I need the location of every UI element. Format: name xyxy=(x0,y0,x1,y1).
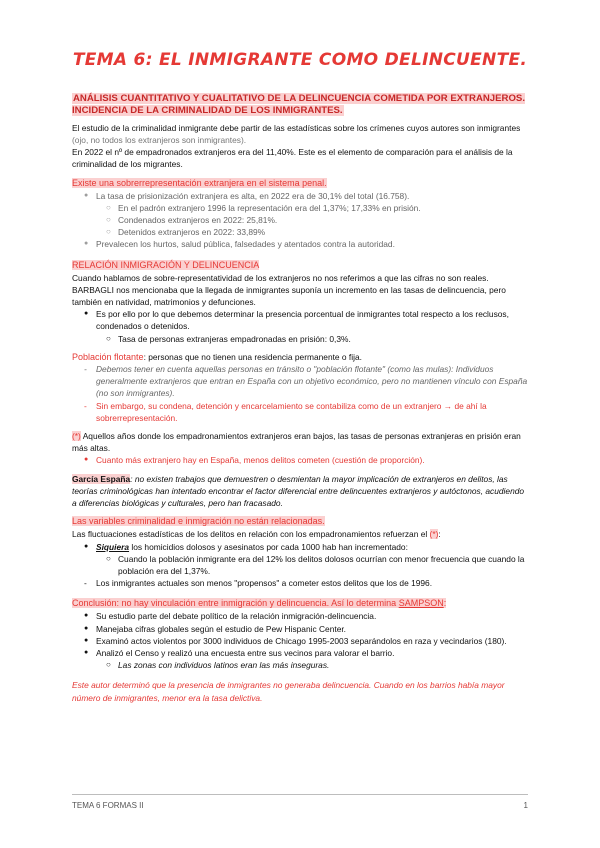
list-item: - Debemos tener en cuenta aquellas personas en tránsito o "población flotante" (como las mulas): Individuos generalmente extranjeros que entran en España con un objetivo económico, pero no mantienen vínculo con España (no son inmigrantes). xyxy=(72,363,528,400)
page-number: 1 xyxy=(523,801,528,810)
proporcion-list xyxy=(72,454,528,466)
list-item: ● Prevalecen los hurtos, salud pública, falsedades y atentados contra la autoridad. xyxy=(72,238,528,250)
empadronamientos-paragraph: (*) Aquellos años donde los empadronamientos extranjeros eran bajos, las tasas de personas extranjeras en prisión eran más altas. xyxy=(72,431,521,454)
list-item: ○ Detenidos extranjeros en 2022: 33,89% xyxy=(72,226,528,238)
subheading-sobrerrepresentacion: Existe una sobrerrepresentación extranjera en el sistema penal. xyxy=(72,177,327,188)
list-item: ● Analizó el Censo y realizó una encuesta entre sus vecinos para valorar el barrio. xyxy=(72,647,528,659)
list-item: ● Su estudio parte del debate político de la relación inmigración-delincuencia. xyxy=(72,610,528,622)
intro-paragraph: El estudio de la criminalidad inmigrante debe partir de las estadísticas sobre los crímenes cuyos autores son inmigrantes (ojo, no todos los extranjeros son inmigrantes). xyxy=(72,122,521,146)
list-item: ○ Condenados extranjeros en 2022: 25,81%. xyxy=(72,214,528,226)
footer-label: TEMA 6 FORMAS II xyxy=(72,801,144,810)
final-paragraph: Este autor determinó que la presencia de inmigrantes no generaba delincuencia. Cuando en los barrios había mayor número de inmigrantes, menor era la tasa delictiva. xyxy=(72,680,505,703)
list-item: - Los inmigrantes actuales son menos "propensos" a cometer estos delitos que los de 1996. xyxy=(72,577,528,589)
garcia-espana-label: García España xyxy=(72,473,131,484)
garcia-espana-paragraph: García España: no existen trabajos que demuestren o desmientan la mayor implicación de extranjeros en delitos, las teorías criminológicas han intentado encontrar el factor diferencial entre delincuentes extranjeros y autóctonos, acudiendo a diferencias biológicas y culturales, pero han fracasado. xyxy=(72,473,525,509)
intro-note: (ojo, no todos los extranjeros son inmigrantes). xyxy=(72,135,247,146)
porcentual-list xyxy=(72,308,528,345)
list-item: ● Manejaba cifras globales según el estudio de Pew Hispanic Center. xyxy=(72,623,528,635)
sampson-list xyxy=(72,610,528,671)
footer-divider xyxy=(72,794,528,795)
document-body xyxy=(72,93,528,704)
barbagli-paragraph: Cuando hablamos de sobre-representatividad de los extranjeros no nos referimos a que las cifras no son reales. BARBAGLI nos mencionaba que la llegada de inmigrantes suponía un incremento en las tasas de delincuencia, pero también en natividad, matrimonios y defunciones. xyxy=(72,272,506,308)
section-heading-relacion: RELACIÓN INMIGRACIÓN Y DELINCUENCIA xyxy=(72,259,260,270)
poblacion-flotante-definition: Población flotante: personas que no tienen una residencia permanente o fija. xyxy=(72,351,362,362)
list-item: ○ Tasa de personas extranjeras empadronadas en prisión: 0,3%. xyxy=(72,333,528,345)
document-title: TEMA 6: EL INMIGRANTE COMO DELINCUENTE. xyxy=(72,50,528,70)
section-heading-analisis: ANÁLISIS CUANTITATIVO Y CUALITATIVO DE LA DELINCUENCIA COMETIDA POR EXTRANJEROS. INCIDENCIA DE LA CRIMINALIDAD DE LOS INMIGRANTES. xyxy=(72,93,525,117)
list-item: - Sin embargo, su condena, detención y encarcelamiento se contabiliza como de un extranjero → de ahí la sobrerrepresentación. xyxy=(72,400,528,424)
conclusion-heading: Conclusión: no hay vinculación entre inmigración y delincuencia. Así lo determina SAMPSON: xyxy=(72,598,447,609)
padron-paragraph: En 2022 el nº de empadronados extranjeros era del 11,40%. Este es el elemento de comparación para el análisis de la criminalidad de los migrantes. xyxy=(72,147,513,170)
list-item: ● Siquiera los homicidios dolosos y asesinatos por cada 1000 hab han incrementado: xyxy=(72,541,528,553)
poblacion-flotante-list xyxy=(72,363,528,424)
fluctuaciones-paragraph: Las fluctuaciones estadísticas de los delitos en relación con los empadronamientos refuerzan el (*): xyxy=(72,529,441,540)
list-item: ○ Cuando la población inmigrante era del 12% los delitos dolosos ocurrían con menor frecuencia que cuando la población era del 1,37%. xyxy=(72,553,528,577)
list-item: ○ Las zonas con individuos latinos eran las más inseguras. xyxy=(72,659,528,671)
poblacion-flotante-label: Población flotante xyxy=(72,351,144,362)
list-item: ● Examinó actos violentos por 3000 individuos de Chicago 1995-2003 separándolos en raza y vecindarios (180). xyxy=(72,635,528,647)
asterisk-mark: (*) xyxy=(429,529,439,540)
list-item: ○ En el padrón extranjero 1996 la representación era del 1,37%; 17,33% en prisión. xyxy=(72,202,528,214)
subheading-variables: Las variables criminalidad e inmigración no están relacionadas. xyxy=(72,516,325,527)
asterisk-mark: (*) xyxy=(72,431,81,442)
sampson-label: SAMPSON xyxy=(398,598,444,609)
prisionizacion-list xyxy=(72,190,528,251)
list-item: ● Cuanto más extranjero hay en España, menos delitos cometen (cuestión de proporción). xyxy=(72,454,528,466)
list-item: ● La tasa de prisionización extranjera es alta, en 2022 era de 30,1% del total (16.758). xyxy=(72,190,528,202)
list-item: ● Es por ello por lo que debemos determinar la presencia porcentual de inmigrantes total respecto a los reclusos, condenados o detenidos. xyxy=(72,308,528,332)
siquiera-emphasis: Siquiera xyxy=(96,541,130,552)
homicidios-list xyxy=(72,541,528,590)
